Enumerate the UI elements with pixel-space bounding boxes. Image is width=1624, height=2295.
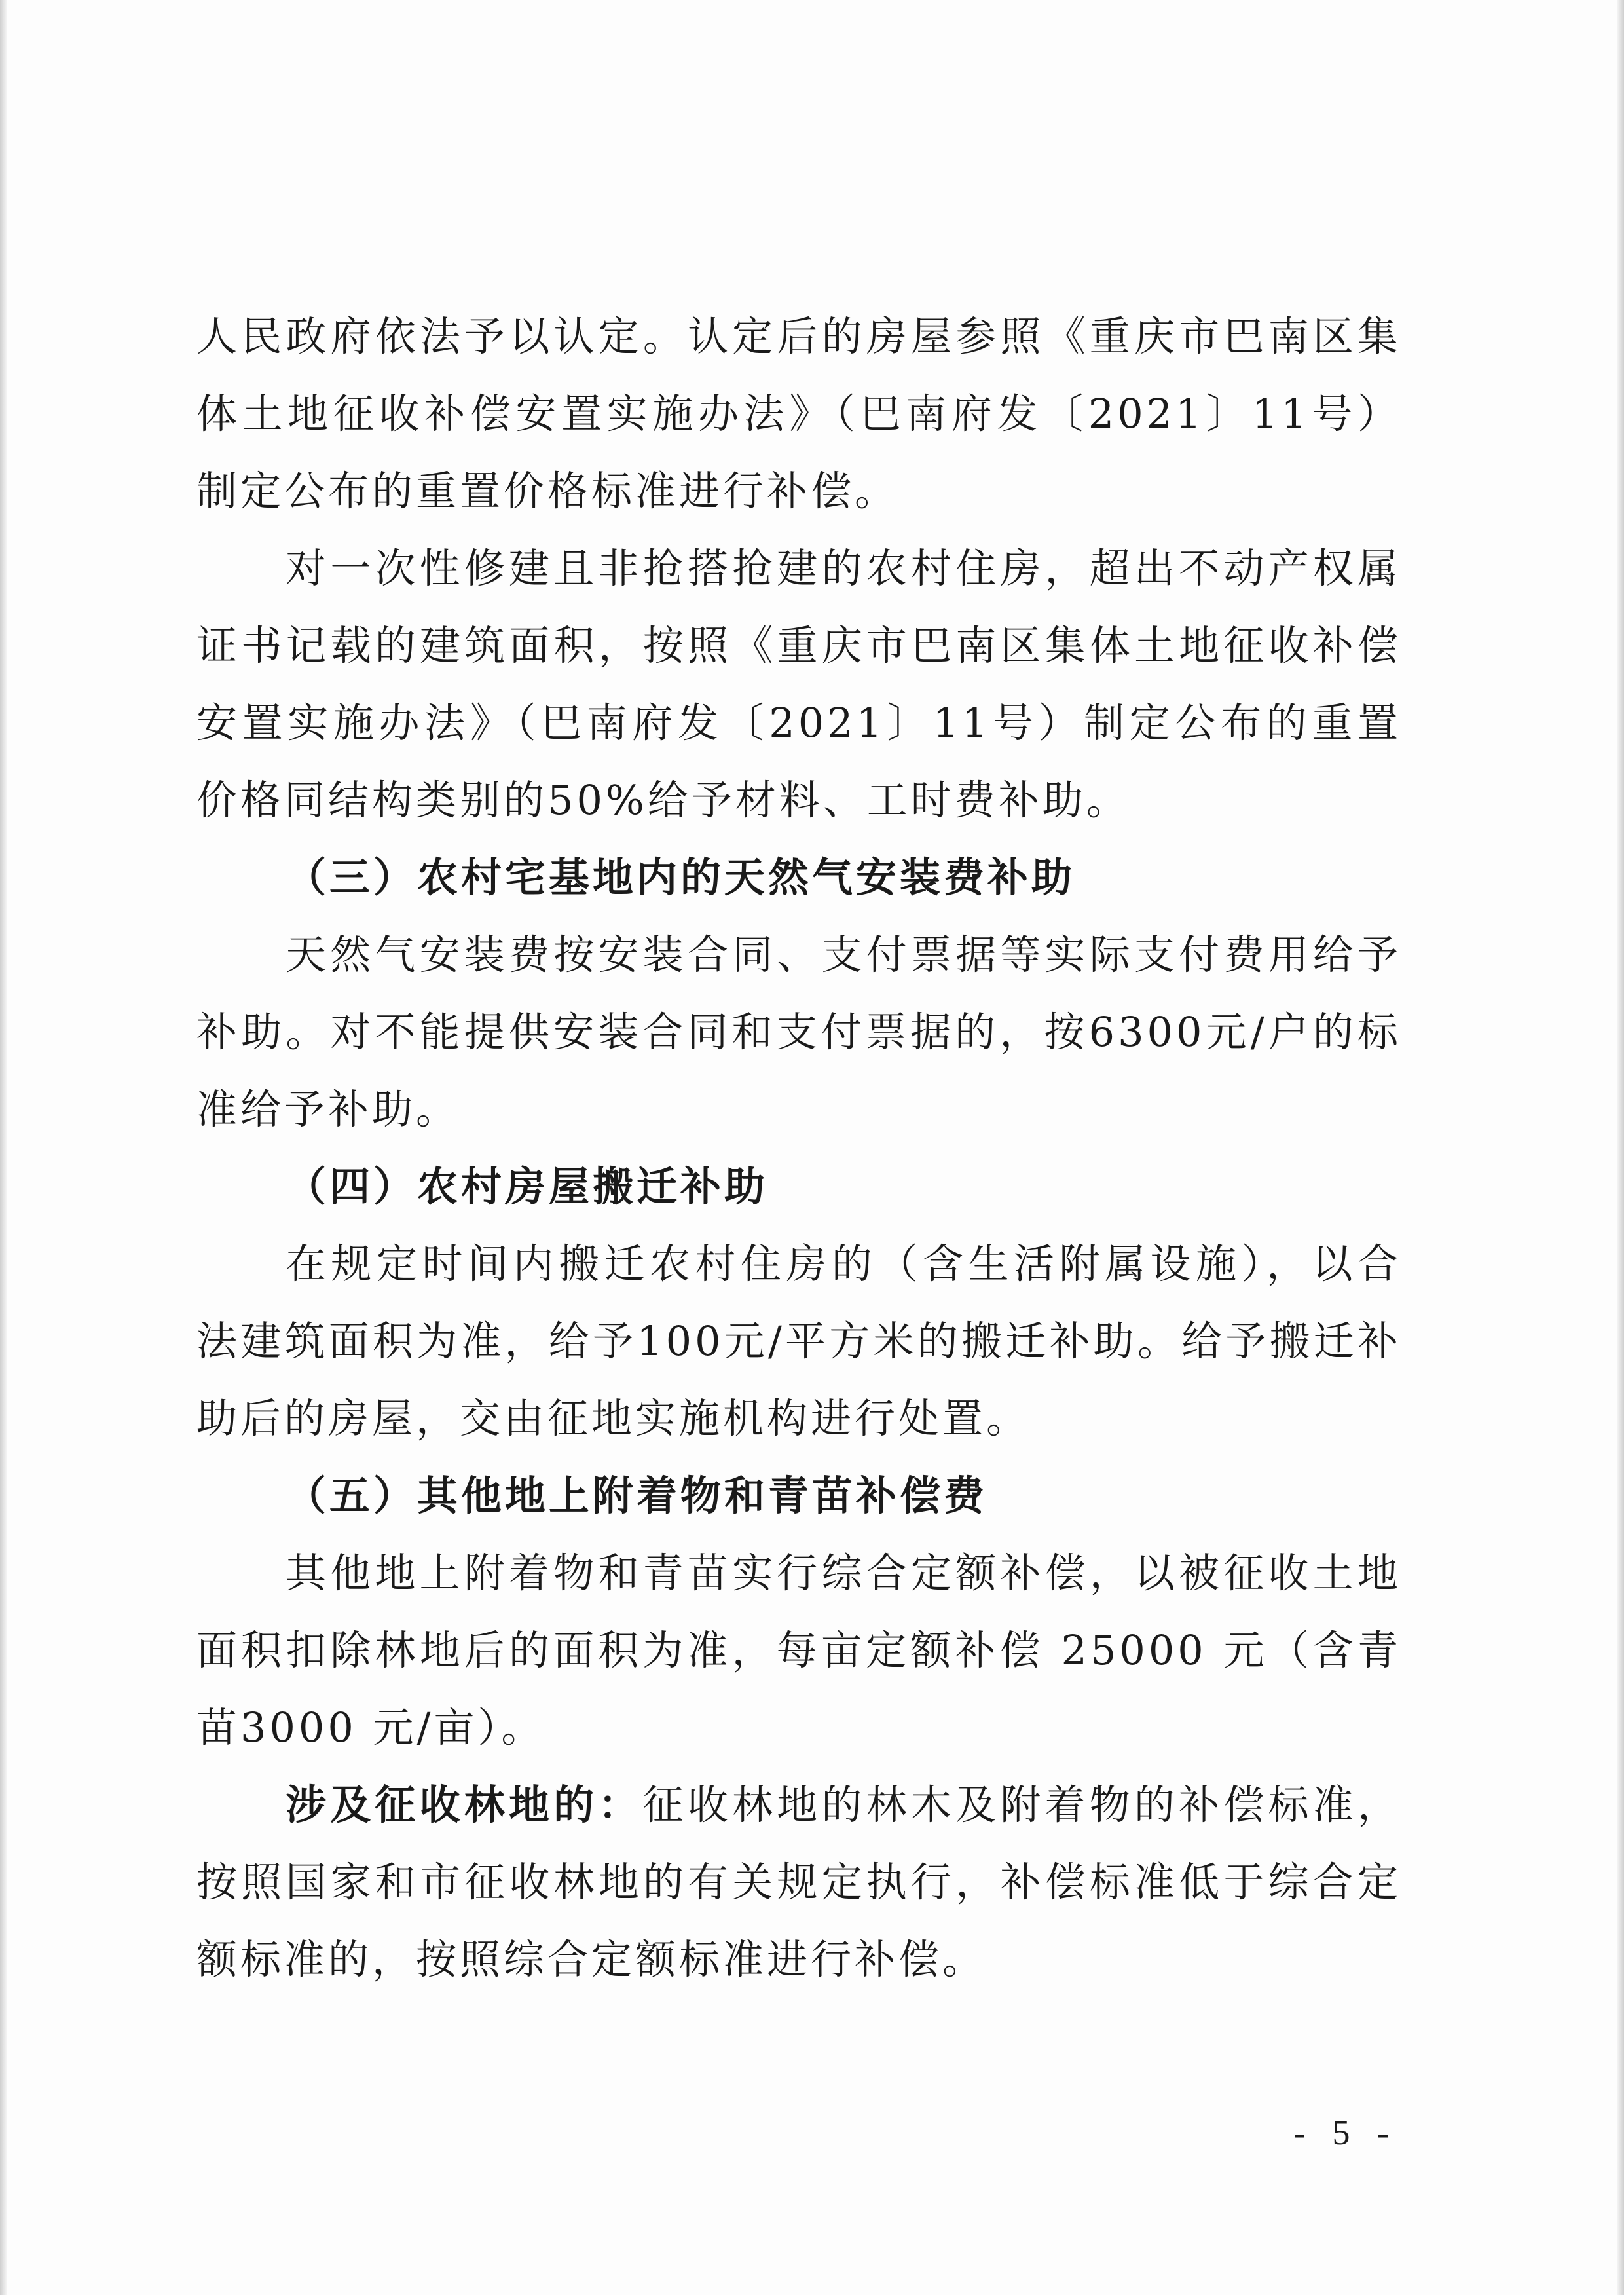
section-heading-4: （四）农村房屋搬迁补助 xyxy=(286,1163,769,1210)
paragraph-attachments-compensation: 其他地上附着物和青苗实行综合定额补偿，以被征收土地面积扣除林地后的面积为准，每亩定额补偿 25000 元（含青苗3000 元/亩）。 xyxy=(196,1549,1401,1751)
paragraph-relocation-subsidy: 在规定时间内搬迁农村住房的（含生活附属设施），以合法建筑面积为准，给予100元/平方米的搬迁补助。给予搬迁补助后的房屋，交由征地实施机构进行处置。 xyxy=(196,1240,1401,1442)
paragraph-forest-land xyxy=(196,1766,1401,1998)
forest-land-lead: 涉及征收林地的： xyxy=(286,1781,643,1829)
paragraph-continuation: 人民政府依法予以认定。认定后的房屋参照《重庆市巴南区集体土地征收补偿安置实施办法》（巴南府发〔2021〕11号）制定公布的重置价格标准进行补偿。 xyxy=(196,312,1401,515)
document-body xyxy=(196,298,1401,1998)
scan-edge-right xyxy=(1617,0,1624,2295)
paragraph-gas-subsidy: 天然气安装费按安装合同、支付票据等实际支付费用给予补助。对不能提供安装合同和支付票据的，按6300元/户的标准给予补助。 xyxy=(196,931,1401,1133)
paragraph-over-area-subsidy: 对一次性修建且非抢搭抢建的农村住房，超出不动产权属证书记载的建筑面积，按照《重庆市巴南区集体土地征收补偿安置实施办法》（巴南府发〔2021〕11号）制定公布的重置价格同结构类别的50%给予材料、工时费补助。 xyxy=(196,544,1401,824)
page-number: - 5 - xyxy=(1293,2113,1398,2152)
section-heading-3: （三）农村宅基地内的天然气安装费补助 xyxy=(286,853,1076,901)
scan-edge-left xyxy=(0,0,7,2295)
forest-land-text: 征收林地的林木及附着物的补偿标准，按照国家和市征收林地的有关规定执行，补偿标准低于综合定额标准的，按照综合定额标准进行补偿。 xyxy=(196,1781,1401,1983)
section-heading-5: （五）其他地上附着物和青苗补偿费 xyxy=(286,1472,988,1520)
